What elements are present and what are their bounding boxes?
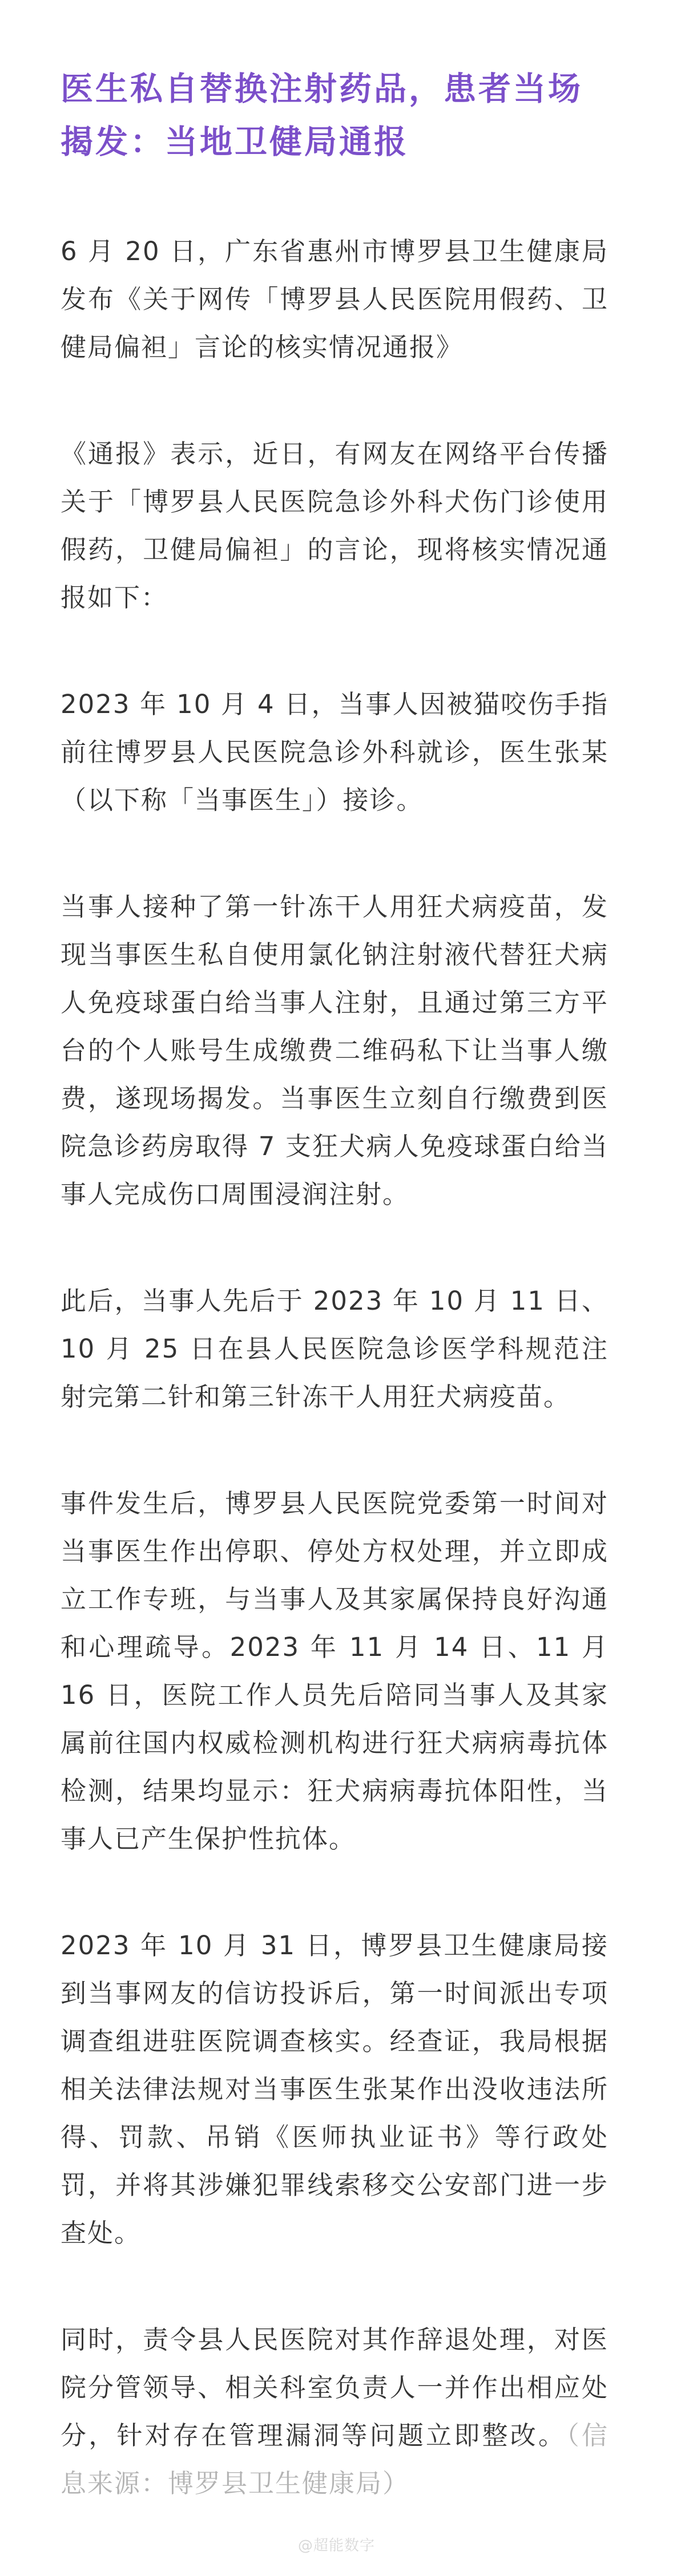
paragraph-6: 事件发生后，博罗县人民医院党委第一时间对当事医生作出停职、停处方权处理，并立即成立工作专班，与当事人及其家属保持良好沟通和心理疏导。2023 年 11 月 14 日、11 月 16 日，医院工作人员先后陪同当事人及其家属前往国内权威检测机构进行狂犬病病毒抗体检测，结果均显示：狂犬病病毒抗体阳性，当事人已产生保护性抗体。: [61, 1488, 608, 1854]
paragraph-2: 《通报》表示，近日，有网友在网络平台传播关于「博罗县人民医院急诊外科犬伤门诊使用假药，卫健局偏袒」的言论，现将核实情况通报如下：: [61, 439, 608, 613]
article: [61, 0, 608, 2508]
paragraph-5: 此后，当事人先后于 2023 年 10 月 11 日、10 月 25 日在县人民医院急诊医学科规范注射完第二针和第三针冻干人用狂犬病疫苗。: [61, 1286, 608, 1412]
source-note: （信息来源：博罗县卫生健康局）: [61, 2420, 608, 2498]
paragraph-8-text: 同时，责令县人民医院对其作辞退处理，对医院分管领导、相关科室负责人一并作出相应处分，针对存在管理漏洞等问题立即整改。: [61, 2324, 608, 2451]
article-headline: 医生私自替换注射药品，患者当场揭发：当地卫健局通报: [61, 70, 583, 161]
paragraph-3: 2023 年 10 月 4 日，当事人因被猫咬伤手指前往博罗县人民医院急诊外科就诊，医生张某（以下称「当事医生」）接诊。: [61, 689, 608, 815]
paragraph-4: 当事人接种了第一针冻干人用狂犬病疫苗，发现当事医生私自使用氯化钠注射液代替狂犬病人免疫球蛋白给当事人注射，且通过第三方平台的个人账号生成缴费二维码私下让当事人缴费，遂现场揭发。当事医生立刻自行缴费到医院急诊药房取得 7 支狂犬病人免疫球蛋白给当事人完成伤口周围浸润注射。: [61, 892, 608, 1209]
watermark: @超能数字: [297, 2537, 375, 2554]
paragraph-7: 2023 年 10 月 31 日，博罗县卫生健康局接到当事网友的信访投诉后，第一时间派出专项调查组进驻医院调查核实。经查证，我局根据相关法律法规对当事医生张某作出没收违法所得、罚款、吊销《医师执业证书》等行政处罚，并将其涉嫌犯罪线索移交公安部门进一步查处。: [61, 1930, 608, 2248]
paragraph-8: [61, 2316, 608, 2508]
paragraph-1: 6 月 20 日，广东省惠州市博罗县卫生健康局发布《关于网传「博罗县人民医院用假药、卫健局偏袒」言论的核实情况通报》: [61, 236, 608, 362]
